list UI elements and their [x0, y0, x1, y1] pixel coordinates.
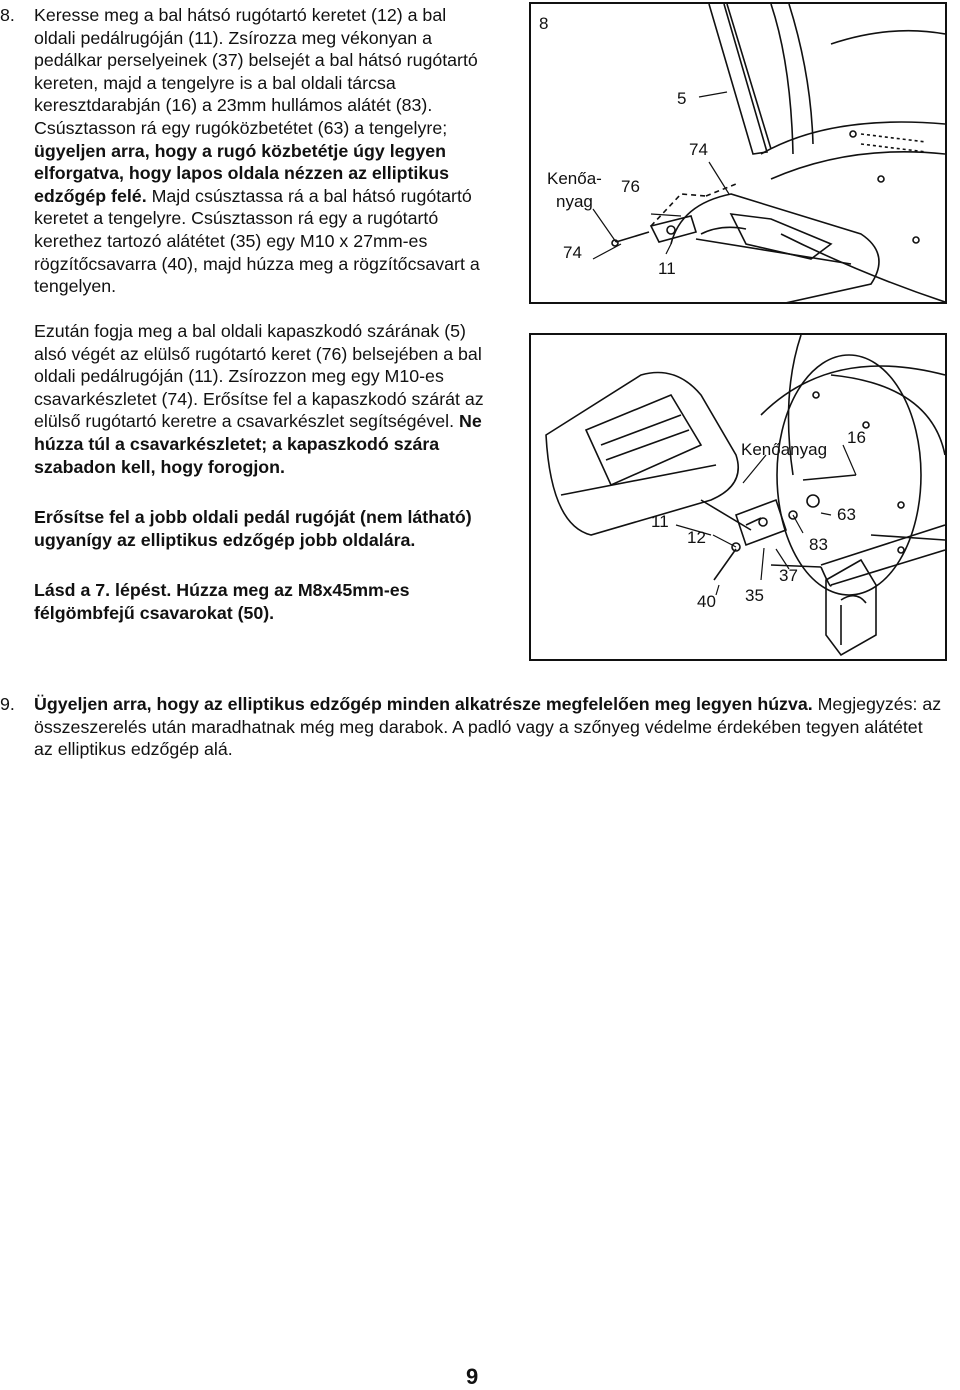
label-kenoanyag-line2: nyag: [556, 192, 593, 211]
label-76: 76: [621, 177, 640, 196]
figure-top-step-label: 8: [539, 14, 549, 33]
step-8-text-continued: [34, 320, 484, 625]
step-9-bold: Ügyeljen arra, hogy az elliptikus edzőgép minden alkatrésze megfelelően meg legyen húzva.: [34, 694, 813, 714]
step-8-p2-text-a: Ezután fogja meg a bal oldali kapaszkodó szárának (5) alsó végét az elülső rugótartó keret (76) belsejében a bal oldali pedálrugóján (11). Zsírozzon meg egy M10-es csavarkészletet (74). Erősítse fel a kapaszkodó szárát az elülső rugótartó keretre a csavarkészlet segítségével.: [34, 321, 484, 432]
step-8-paragraph-2: [34, 320, 484, 478]
label-12: 12: [687, 528, 706, 547]
label-16: 16: [847, 428, 866, 447]
step-8-text: [34, 4, 484, 298]
page-number: 9: [466, 1364, 479, 1389]
figure-bottom-drawing: [531, 335, 945, 659]
step-8-number: 8.: [0, 5, 15, 25]
label-74-left: 74: [563, 243, 582, 262]
label-11: 11: [658, 259, 676, 278]
step-8-p1-text-a: Keresse meg a bal hátsó rugótartó keretet (12) a bal oldali pedálrugóján (11). Zsírozza meg vékonyan a pedálkar perselyeinek (37) belsejét a bal hátsó rugótartó kereten, majd a tengelyre is a bal oldali tárcsa keresztdarabján (16) a 23mm hullámos alátét (83). Csúsztasson rá egy rugóközbetétet (63) a tengelyre;: [34, 5, 478, 138]
step-8-paragraph-3: Erősítse fel a jobb oldali pedál rugóját (nem látható) ugyanígy az elliptikus edzőgép jobb oldalára.: [34, 507, 472, 550]
label-kenoanyag-bottom: Kenőanyag: [741, 440, 828, 459]
label-5: 5: [677, 89, 687, 108]
step-8-p2-warning: Ne húzza túl a csavarkészletet; a kapaszkodó szára szabadon kell, hogy forogjon.: [34, 411, 482, 477]
figure-top: [529, 2, 947, 304]
step-8-p1-warning: ügyeljen arra, hogy a rugó közbetétje úgy legyen elforgatva, hogy lapos oldala nézzen az elliptikus edzőgép felé.: [34, 140, 449, 206]
step-8-paragraph-1: [34, 4, 484, 298]
label-35: 35: [745, 586, 764, 605]
label-kenoanyag-line1: Kenőa-: [547, 169, 602, 188]
step-8-p1-text-c: Majd csúsztassa rá a bal hátsó rugótartó keretet a tengelyre. Csúsztasson rá egy a rugótartó kerethez tartozó alátétet (35) egy M10 x 27mm-es rögzítőcsavarra (40), majd húzza meg a rögzítőcsavart a tengelyen.: [34, 185, 480, 297]
step-8-paragraph-4: Lásd a 7. lépést. Húzza meg az M8x45mm-es félgömbfejű csavarokat (50).: [34, 580, 410, 623]
handlebar-arm-shape: [709, 4, 767, 154]
label-11-bottom: 11: [651, 512, 669, 531]
step-9-number: 9.: [0, 694, 15, 714]
label-63: 63: [837, 505, 856, 524]
label-74-top: 74: [689, 140, 708, 159]
figure-bottom: [529, 333, 947, 661]
step-9-rest: Megjegyzés: az összeszerelés után maradhatnak még meg darabok. A padló vagy a szőnyeg védelme érdekében tegyen alátétet az elliptikus edzőgép alá.: [34, 694, 942, 760]
figure-top-drawing: [531, 4, 945, 302]
step-9-text: [34, 693, 944, 761]
label-40: 40: [697, 592, 716, 611]
label-83: 83: [809, 535, 828, 554]
label-37: 37: [779, 566, 798, 585]
